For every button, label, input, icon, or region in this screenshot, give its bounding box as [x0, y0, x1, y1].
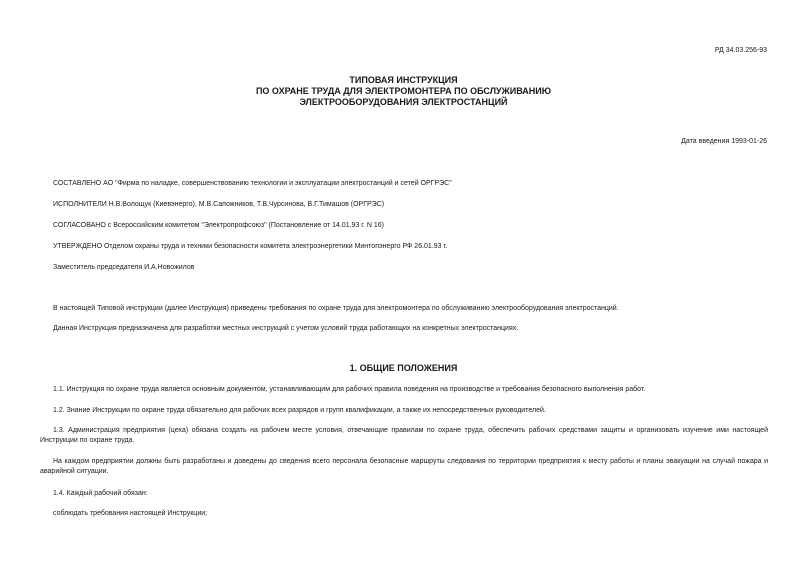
deputy-chairman: Заместитель председателя И.А.Новожилов [53, 264, 195, 271]
paragraph-1-4: 1.4. Каждый рабочий обязан: [53, 490, 148, 497]
paragraph-1-3: 1.3. Администрация предприятия (цеха) обязана создать на рабочем месте условия, отвечающие правилам по охране труда, обеспечить рабочих средствами защиты и организовать изучение ими настоящей Инструкции по охране труда. [40, 427, 768, 444]
intro-date: Дата введения 1993-01-26 [681, 138, 767, 145]
section-heading: 1. ОБЩИЕ ПОЛОЖЕНИЯ [349, 363, 458, 373]
title-line-1: ТИПОВАЯ ИНСТРУКЦИЯ [349, 75, 458, 85]
paragraph-1-1: 1.1. Инструкция по охране труда является основным документом, устанавливающим для рабочих правила поведения на производстве и требования безопасного выполнения работ. [53, 386, 646, 393]
agreed-with: СОГЛАСОВАНО с Всероссийским комитетом "Электропрофсоюз" (Постановление от 14.01.93 г. N 16) [53, 222, 384, 229]
paragraph-1-2: 1.2. Знание Инструкции по охране труда обязательно для рабочих всех разрядов и групп квалификации, а также их непосредственных руководителей. [53, 407, 546, 414]
preamble-paragraph-2: Данная Инструкция предназначена для разработки местных инструкций с учетом условий труда работающих на конкретных электростанциях. [53, 325, 519, 332]
approved-by: УТВЕРЖДЕНО Отделом охраны труда и техники безопасности комитета электроэнергетики Минтопэнерго РФ 26.01.93 г. [53, 243, 448, 250]
paragraph-1-4-item: соблюдать требования настоящей Инструкции; [53, 510, 208, 517]
composed-by: СОСТАВЛЕНО АО "Фирма по наладке, совершенствованию технологии и эксплуатации электростанций и сетей ОРГРЭС" [53, 180, 452, 187]
document-title [0, 75, 807, 108]
title-line-3: ЭЛЕКТРООБОРУДОВАНИЯ ЭЛЕКТРОСТАНЦИЙ [299, 97, 508, 107]
title-line-2: ПО ОХРАНЕ ТРУДА ДЛЯ ЭЛЕКТРОМОНТЕРА ПО ОБСЛУЖИВАНИЮ [255, 86, 552, 96]
preamble-paragraph-1: В настоящей Типовой инструкции (далее Инструкция) приведены требования по охране труда для электромонтера по обслуживанию электрооборудования электростанций. [53, 305, 619, 312]
document-code: РД 34.03.256-93 [714, 47, 767, 54]
executors: ИСПОЛНИТЕЛИ Н.В.Волощук (Киевэнерго), М.В.Сапожников, Т.В.Чурсинова, В.Г.Тимашов (ОРГРЭС) [53, 201, 385, 208]
paragraph-1-3-continued: На каждом предприятии должны быть разработаны и доведены до сведения всего персонала безопасные маршруты следования по территории предприятия к месту работы и планы эвакуации на случай пожара и аварийной ситуации. [40, 458, 768, 475]
